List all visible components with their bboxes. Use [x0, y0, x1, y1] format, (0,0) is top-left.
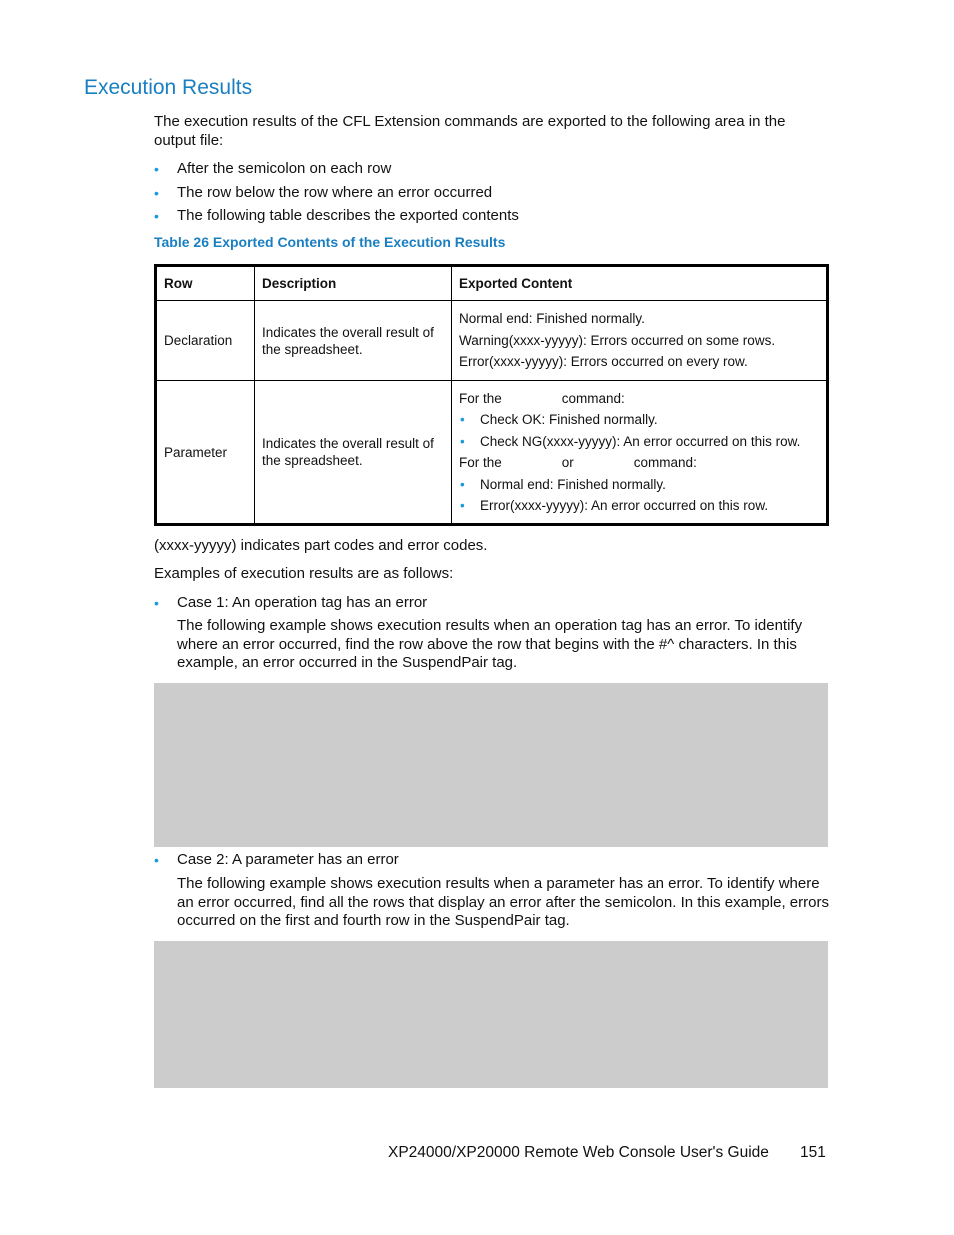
table-row: [156, 301, 828, 381]
table-cell-exported-content: [452, 381, 828, 525]
content-sub-item: [459, 474, 819, 496]
list-item: [154, 184, 493, 202]
content-sub-item-text: Error(xxxx-yyyyy): An error occurred on this row.: [480, 498, 769, 513]
bullet-icon: •: [460, 433, 465, 449]
table-caption: Table 26 Exported Contents of the Execution Results: [154, 234, 506, 250]
exported-contents-table: [154, 264, 829, 526]
table-cell-description: Indicates the overall result of the spreadsheet.: [255, 301, 452, 381]
content-line: For the command:: [459, 390, 625, 406]
bullet-icon: •: [154, 185, 159, 201]
bullet-icon: •: [154, 852, 159, 868]
content-sub-item-text: Normal end: Finished normally.: [480, 476, 666, 492]
codes-note: (xxxx-yyyyy) indicates part codes and error codes.: [154, 537, 488, 554]
page-number: 151: [800, 1144, 826, 1161]
content-sub-item-text: Check OK: Finished normally.: [480, 412, 658, 427]
list-item: [154, 207, 519, 225]
content-line: Normal end: Finished normally.: [459, 311, 645, 327]
intro-paragraph: The execution results of the CFL Extension commands are exported to the following area in the output file:: [154, 113, 786, 149]
bullet-icon: •: [154, 161, 159, 177]
table-cell-exported-content: [452, 301, 828, 381]
content-line: Error(xxxx-yyyyy): Errors occurred on every row.: [459, 354, 748, 370]
case-title-text: Case 1: An operation tag has an error: [177, 594, 428, 611]
header-cell-exported-content: Exported Content: [452, 266, 828, 301]
header-cell-row: Row: [156, 266, 255, 301]
content-sub-item: [459, 431, 819, 453]
case-title: [154, 594, 428, 612]
footer-guide-title: XP24000/XP20000 Remote Web Console User's Guide: [388, 1144, 769, 1161]
list-item-text: The row below the row where an error occurred: [177, 184, 493, 201]
examples-intro: Examples of execution results are as follows:: [154, 565, 454, 582]
bullet-icon: •: [460, 476, 465, 492]
section-title: Execution Results: [84, 76, 253, 99]
table-header-row: [156, 266, 828, 301]
content-line: Warning(xxxx-yyyyy): Errors occurred on some rows.: [459, 332, 776, 348]
case-description: The following example shows execution results when a parameter has an error. To identify where an error occurred, find all the rows that display an error after the semicolon. In this example, errors occurred on the first and fourth row in the SuspendPair tag.: [177, 875, 829, 929]
example-output-block: [154, 941, 828, 1088]
table-cell-row: Declaration: [156, 301, 255, 381]
header-cell-description: Description: [255, 266, 452, 301]
bullet-icon: •: [154, 595, 159, 611]
list-item-text: The following table describes the exported contents: [177, 207, 519, 224]
case-title: [154, 851, 399, 869]
list-item-text: After the semicolon on each row: [177, 160, 392, 177]
content-sub-item-text: Check NG(xxxx-yyyyy): An error occurred on this row.: [480, 433, 801, 449]
case-description: The following example shows execution results when an operation tag has an error. To identify where an error occurred, find the row above the row that begins with the #^ characters. In this example, an error occurred in the SuspendPair tag.: [177, 617, 803, 671]
case-title-text: Case 2: A parameter has an error: [177, 851, 399, 868]
table-cell-description: Indicates the overall result of the spreadsheet.: [255, 381, 452, 525]
bullet-icon: •: [154, 208, 159, 224]
bullet-icon: •: [460, 412, 465, 427]
example-output-block: [154, 683, 828, 847]
table-row: [156, 381, 828, 525]
bullet-icon: •: [460, 498, 465, 513]
content-sub-item: [459, 495, 819, 517]
table-cell-row: Parameter: [156, 381, 255, 525]
content-sub-item: [459, 409, 819, 431]
content-line: For the or command:: [459, 455, 697, 470]
list-item: [154, 160, 392, 178]
